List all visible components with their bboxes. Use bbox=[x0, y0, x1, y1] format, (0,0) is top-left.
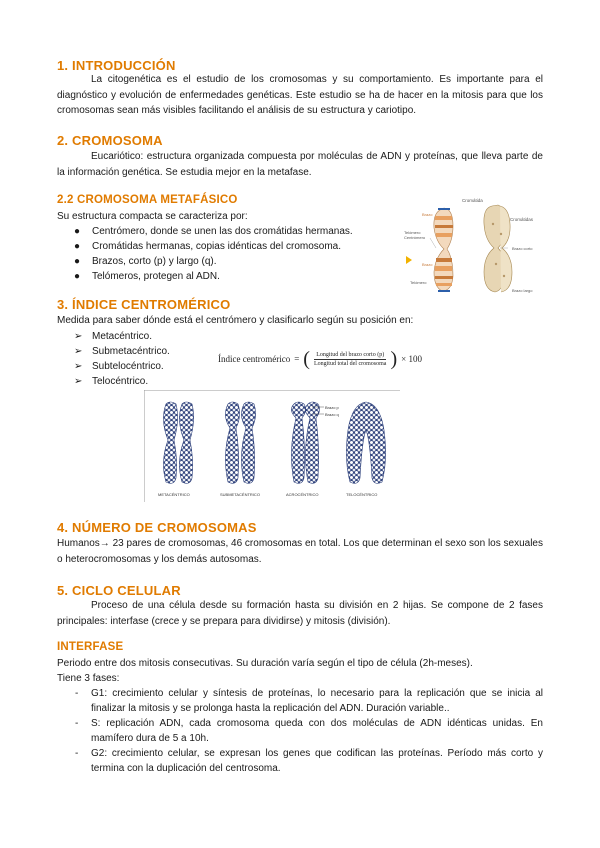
chromosome-types-figure bbox=[144, 390, 400, 502]
svg-text:Telómero: Telómero bbox=[410, 280, 427, 285]
paragraph-ciclo-celular: Proceso de una célula desde su formación hasta su división en 2 hijas. Se compone de 2 fases principales: interfase (crece y se prepara para dividirse) y mitosis (división). bbox=[57, 600, 543, 627]
arrow-marker-icon: ➢ bbox=[74, 346, 83, 357]
arrow-marker-icon: ➢ bbox=[74, 376, 83, 387]
arrow-marker-icon: ➢ bbox=[74, 331, 83, 342]
dash-marker: - bbox=[75, 688, 79, 699]
svg-text:ACROCÉNTRICO: ACROCÉNTRICO bbox=[286, 492, 319, 497]
textured-chromosome-illustration bbox=[484, 205, 512, 292]
heading-numero-cromosomas: 4. NÚMERO DE CROMOSOMAS bbox=[57, 520, 257, 535]
list-item: - G2: crecimiento celular, se expresan los genes que codifican las proteínas. Período más corto y termina con la duplicación del centrosoma. bbox=[75, 748, 543, 774]
centromeric-index-formula: Índice centromérico = ( $\frac{\text{Longitud del brazo corto (p)}}{\text{Longitud total del cromosoma}}$ ) × 100 bbox=[218, 348, 422, 370]
paragraph-numero-cromosomas: Humanos→ 23 pares de cromosomas, 46 cromosomas en total. Los que determinan el sexo son los sexuales o heterocromosomas y los demás autosomas. bbox=[57, 538, 543, 565]
svg-text:Brazo corto: Brazo corto bbox=[512, 246, 533, 251]
svg-text:Brazo: Brazo bbox=[422, 262, 433, 267]
paragraph-cromosoma: Eucariótico: estructura organizada compuesta por moléculas de ADN y proteínas, que lleva parte de la información genética. Se estudia mejor en la metafase. bbox=[57, 151, 543, 178]
heading-indice-centromerico: 3. ÍNDICE CENTROMÉRICO bbox=[57, 297, 231, 312]
banded-chromatid-illustration bbox=[434, 208, 453, 292]
svg-text:METACÉNTRICO: METACÉNTRICO bbox=[158, 492, 190, 497]
list-item: ➢ Subtelocéntrico. bbox=[74, 361, 164, 372]
dash-marker: - bbox=[75, 718, 79, 729]
metafasico-intro: Su estructura compacta se caracteriza por: bbox=[57, 211, 248, 222]
heading-cromosoma-metafasico: 2.2 CROMOSOMA METAFÁSICO bbox=[57, 194, 238, 206]
metacentric-chromosome bbox=[163, 402, 193, 483]
metaphase-chromosome-figure bbox=[400, 194, 545, 302]
bullet-marker: ● bbox=[74, 241, 81, 252]
list-item: ➢ Telocéntrico. bbox=[74, 376, 149, 387]
heading-ciclo-celular: 5. CICLO CELULAR bbox=[57, 583, 181, 598]
pointer-arrow-icon bbox=[406, 256, 412, 264]
bullet-marker: ● bbox=[74, 271, 81, 282]
bullet-marker: ● bbox=[74, 226, 81, 237]
heading-introduccion: 1. INTRODUCCIÓN bbox=[57, 58, 176, 73]
list-item: ● Telómeros, protegen al ADN. bbox=[74, 271, 220, 282]
svg-text:Brazo largo: Brazo largo bbox=[512, 288, 533, 293]
metafasico-list bbox=[57, 224, 397, 284]
submetacentric-chromosome bbox=[225, 402, 255, 483]
svg-text:TELOCÉNTRICO: TELOCÉNTRICO bbox=[346, 492, 378, 497]
paragraph-interfase-2: Tiene 3 fases: bbox=[57, 673, 120, 684]
list-item: ● Brazos, corto (p) y largo (q). bbox=[74, 256, 217, 267]
telocentric-chromosome bbox=[346, 402, 385, 483]
arrow-marker-icon: ➢ bbox=[74, 361, 83, 372]
svg-text:Brazo: Brazo bbox=[422, 212, 433, 217]
bullet-marker: ● bbox=[74, 256, 81, 267]
svg-text:Telómero: Telómero bbox=[404, 230, 421, 235]
heading-interfase: INTERFASE bbox=[57, 641, 124, 653]
list-item: - S: replicación ADN, cada cromosoma queda con dos moléculas de ADN idénticas unidas. En mamífero dura de 5 a 10h. bbox=[75, 718, 543, 744]
paragraph-interfase-1: Periodo entre dos mitosis consecutivas. Su duración varía según el tipo de célula (2h-meses). bbox=[57, 658, 473, 669]
dash-marker: - bbox=[75, 748, 79, 759]
svg-text:SUBMETACÉNTRICO: SUBMETACÉNTRICO bbox=[220, 492, 260, 497]
svg-text:Cromátida: Cromátida bbox=[462, 198, 483, 203]
indice-intro: Medida para saber dónde está el centrómero y clasificarlo según su posición en: bbox=[57, 315, 414, 326]
interfase-phases-list bbox=[57, 687, 543, 777]
list-item: ➢ Submetacéntrico. bbox=[74, 346, 170, 357]
svg-text:Brazo p: Brazo p bbox=[325, 405, 339, 410]
list-item: ● Cromátidas hermanas, copias idénticas del cromosoma. bbox=[74, 241, 341, 252]
centromere-types-list bbox=[57, 329, 217, 389]
svg-text:Centrómero: Centrómero bbox=[404, 235, 426, 240]
paragraph-introduccion: La citogenética es el estudio de los cromosomas y su comportamiento. Es importante para el diagnóstico y evolución de enfermedades genéticas. Este estudio se ha de hacer en la mitosis para que los cromosomas sean más visibles facilitando el análisis de su estructura y cariotipo. bbox=[57, 74, 543, 117]
acrocentric-chromosome bbox=[291, 402, 319, 483]
list-item: ➢ Metacéntrico. bbox=[74, 331, 153, 342]
heading-cromosoma: 2. CROMOSOMA bbox=[57, 133, 163, 148]
svg-text:Brazo q: Brazo q bbox=[325, 412, 339, 417]
svg-text:Cromátidas: Cromátidas bbox=[510, 217, 534, 222]
list-item: ● Centrómero, donde se unen las dos cromátidas hermanas. bbox=[74, 226, 353, 237]
list-item: - G1: crecimiento celular y síntesis de proteínas, lo necesario para la replicación que se inicia al finalizar la mitosis y se prolonga hasta la replicación del ADN. Duración variable.. bbox=[75, 688, 543, 714]
